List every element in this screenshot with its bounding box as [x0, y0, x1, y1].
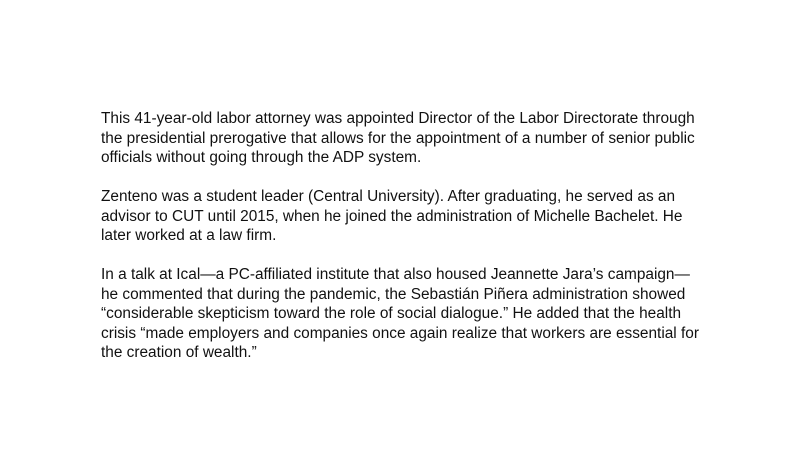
text-line: crisis “made employers and companies once again realize that workers are essential for	[101, 324, 699, 342]
paragraph-appointment	[101, 109, 711, 168]
text-line: later worked at a law firm.	[101, 227, 277, 244]
text-line: the creation of wealth.”	[101, 344, 257, 361]
paragraph-ical-talk	[101, 265, 711, 363]
article-text	[101, 109, 711, 382]
text-line: In a talk at Ical—a PC-affiliated institute that also housed Jeannette Jara’s campaign—	[101, 266, 690, 283]
text-line: advisor to CUT until 2015, when he joined the administration of Michelle Bachelet. He	[101, 207, 683, 225]
paragraph-background	[101, 187, 711, 246]
text-line: This 41-year-old labor attorney was appointed Director of the Labor Directorate through	[101, 110, 695, 127]
text-line: he commented that during the pandemic, the Sebastián Piñera administration showed	[101, 285, 686, 303]
text-line: “considerable skepticism toward the role of social dialogue.” He added that the health	[101, 305, 682, 322]
text-line: Zenteno was a student leader (Central University). After graduating, he served as an	[101, 188, 676, 205]
text-line: the presidential prerogative that allows for the appointment of a number of senior public	[101, 129, 695, 147]
text-line: officials without going through the ADP system.	[101, 149, 422, 166]
